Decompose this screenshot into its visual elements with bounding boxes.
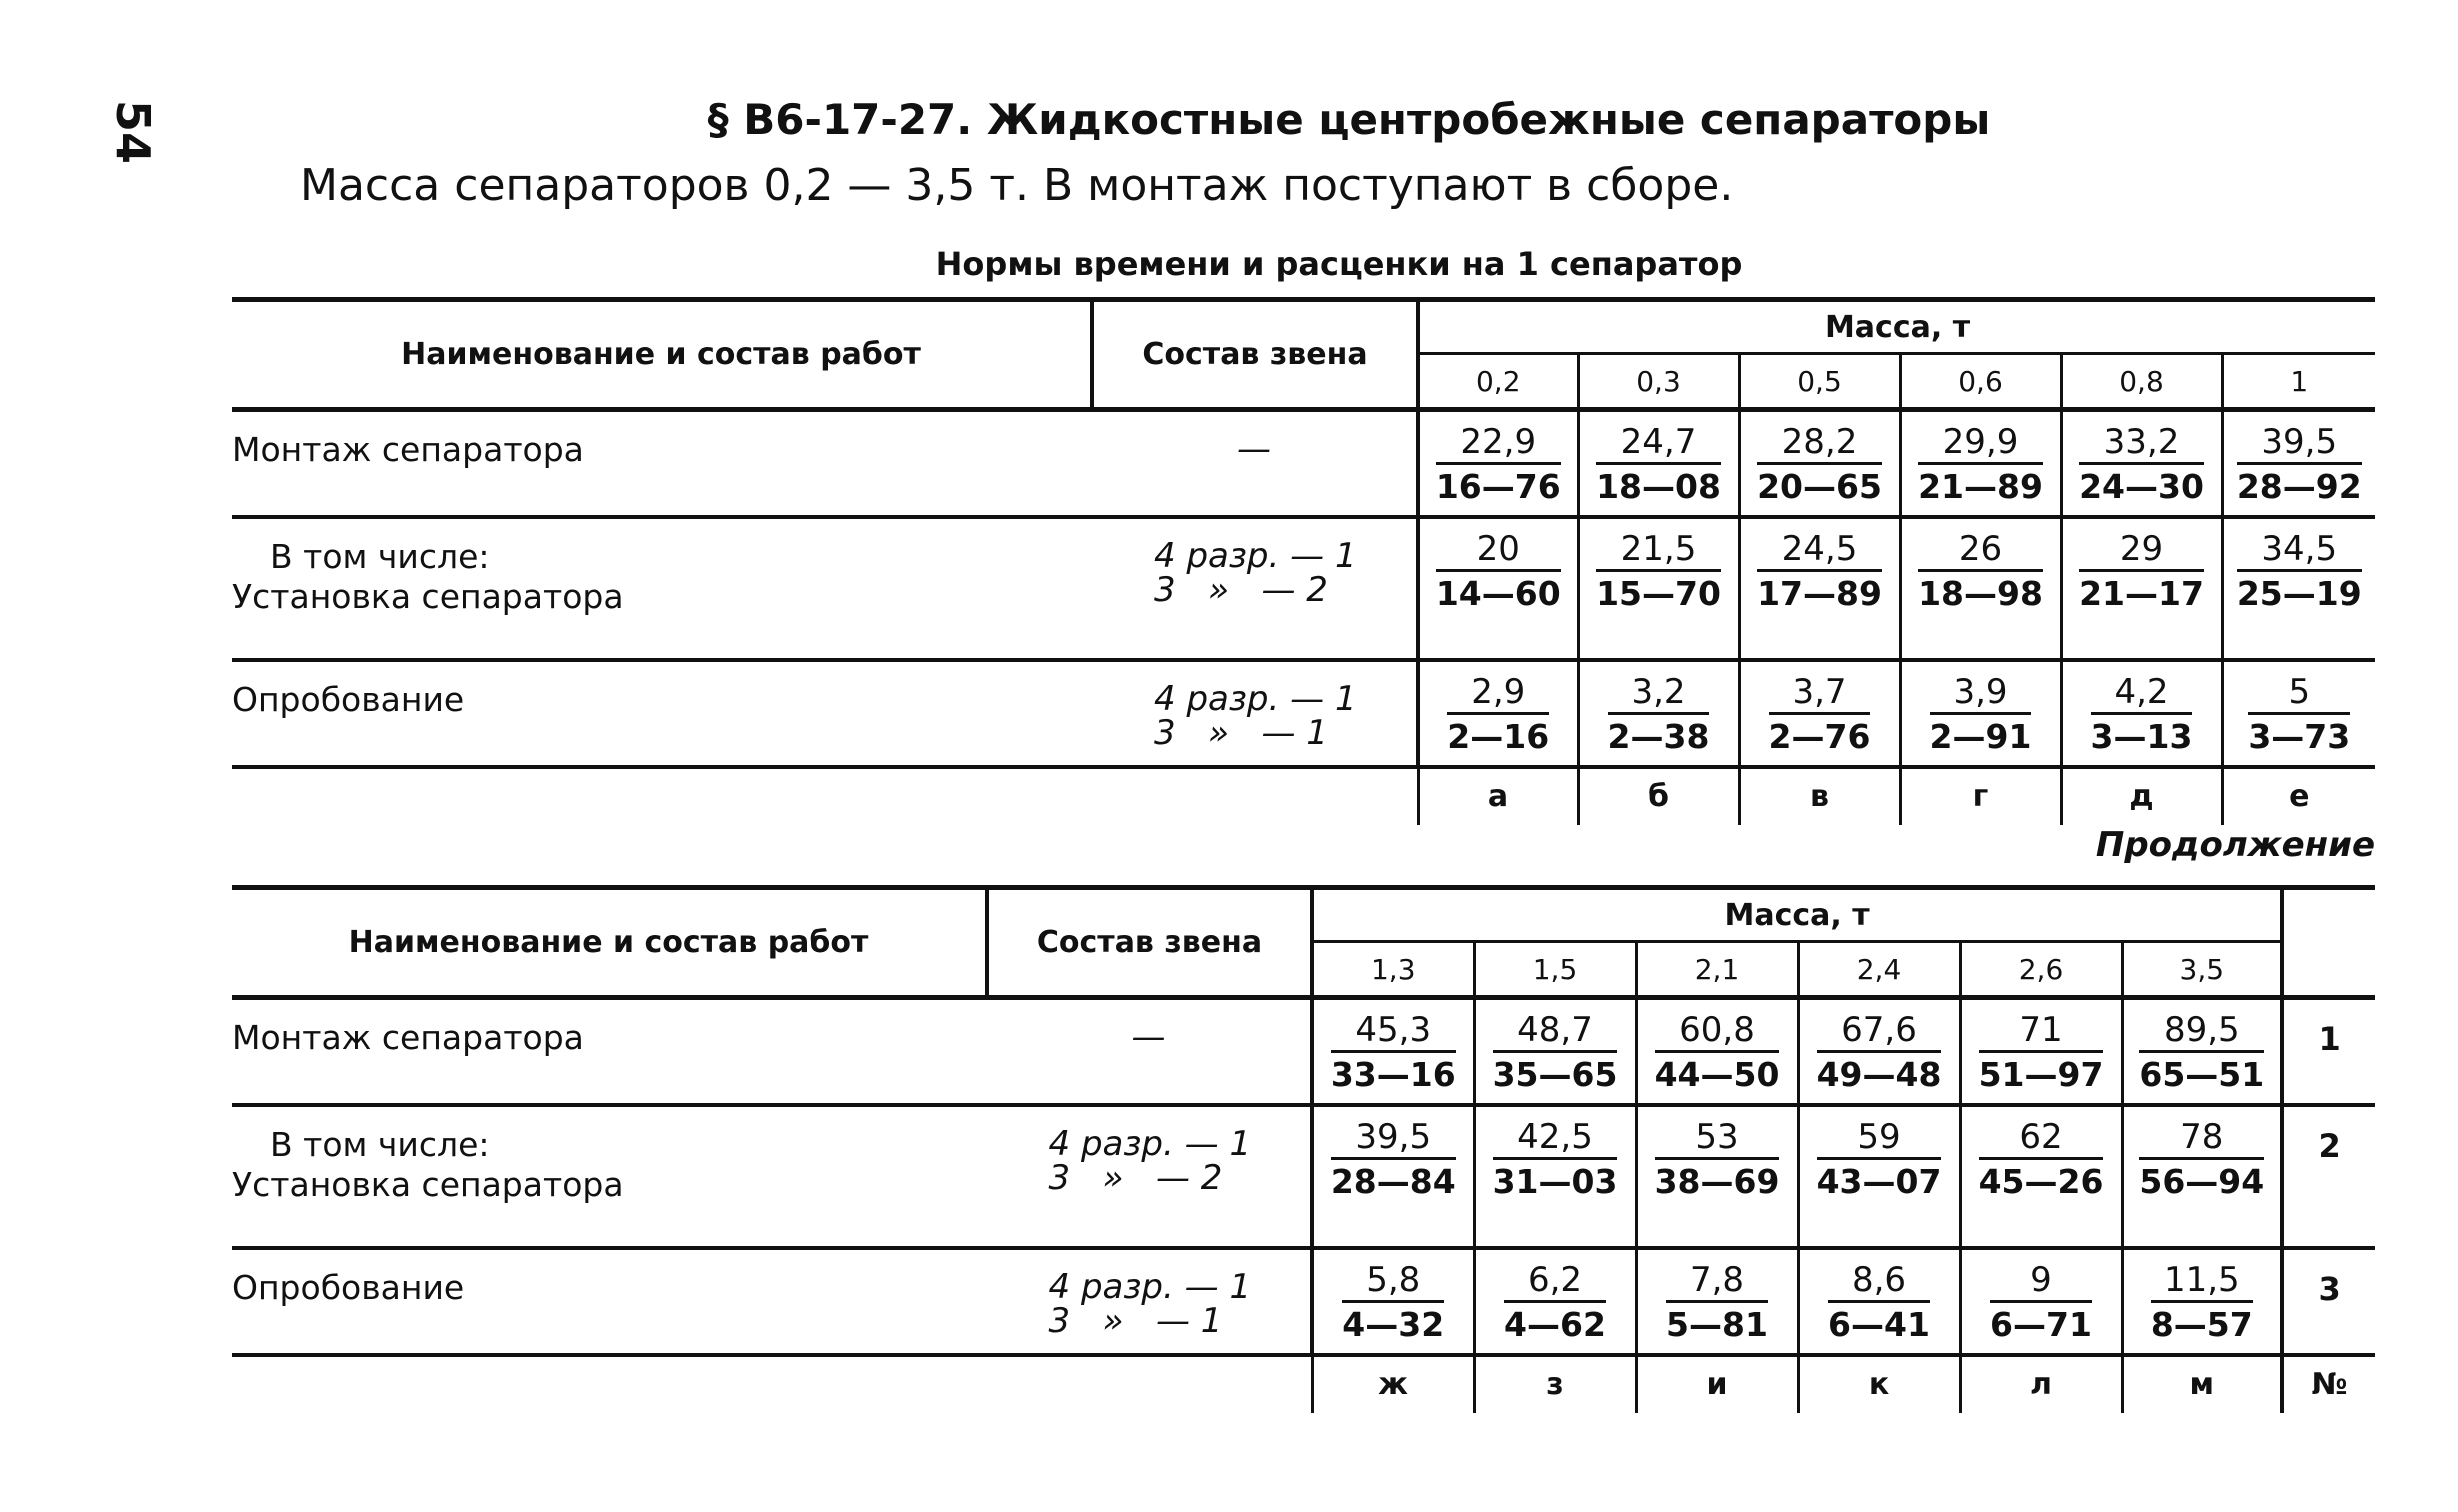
crew-cell bbox=[987, 1105, 1312, 1248]
rate: 28—92 bbox=[2236, 467, 2362, 506]
time-norm: 26 bbox=[1918, 529, 2043, 572]
crew-line: 4 разр. — 1 bbox=[1048, 1266, 1252, 1307]
norm-cell bbox=[1739, 660, 1900, 767]
time-norm: 4,2 bbox=[2091, 672, 2193, 715]
norm-fraction bbox=[1608, 672, 1710, 759]
norm-cell bbox=[1312, 998, 1474, 1105]
column-letter: м bbox=[2122, 1355, 2282, 1413]
crew-cell bbox=[1092, 410, 1418, 517]
column-letter: з bbox=[1474, 1355, 1636, 1413]
time-norm: 89,5 bbox=[2139, 1010, 2264, 1053]
mass-3: 0,6 bbox=[1900, 354, 2061, 410]
rate: 6—41 bbox=[1828, 1304, 1930, 1344]
norm-fraction bbox=[1817, 1010, 1942, 1097]
crew-cell bbox=[987, 998, 1312, 1105]
mass-3: 2,4 bbox=[1798, 942, 1960, 998]
norm-cell bbox=[1418, 660, 1578, 767]
time-norm: 78 bbox=[2139, 1117, 2264, 1160]
mass-2: 0,5 bbox=[1739, 354, 1900, 410]
norm-cell bbox=[1960, 1248, 2122, 1355]
letters-blank bbox=[232, 1355, 1312, 1413]
continuation-label: Продолжение bbox=[2095, 825, 2375, 865]
time-norm: 39,5 bbox=[1331, 1117, 1456, 1160]
time-norm: 48,7 bbox=[1493, 1010, 1618, 1053]
norm-fraction bbox=[1493, 1117, 1618, 1204]
rate: 51—97 bbox=[1978, 1055, 2104, 1094]
mass-0: 1,3 bbox=[1312, 942, 1474, 998]
column-letters-row bbox=[232, 1355, 2375, 1413]
time-norm: 9 bbox=[1990, 1260, 2092, 1303]
table1-body bbox=[232, 410, 2375, 825]
rate: 2—91 bbox=[1929, 716, 2032, 756]
rate: 43—07 bbox=[1816, 1161, 1942, 1201]
header-name: Наименование и состав работ bbox=[232, 888, 987, 998]
norm-cell bbox=[2122, 1105, 2282, 1248]
time-norm: 20 bbox=[1436, 529, 1561, 572]
time-norm: 29,9 bbox=[1918, 422, 2043, 465]
work-name: В том числе: bbox=[270, 536, 490, 576]
crew-line: 3 » — 2 bbox=[1154, 569, 1328, 610]
norm-cell bbox=[1636, 1248, 1798, 1355]
header-crew: Состав звена bbox=[1092, 300, 1418, 410]
rate: 2—16 bbox=[1447, 716, 1550, 756]
column-letter: б bbox=[1578, 767, 1739, 825]
norm-cell bbox=[1960, 1105, 2122, 1248]
norm-cell bbox=[1798, 1248, 1960, 1355]
rate: 21—17 bbox=[2079, 573, 2204, 613]
norm-fraction bbox=[2079, 529, 2204, 616]
norm-fraction bbox=[1493, 1010, 1618, 1097]
rate: 25—19 bbox=[2236, 573, 2362, 613]
norm-fraction bbox=[1596, 529, 1721, 616]
time-norm: 45,3 bbox=[1331, 1010, 1456, 1053]
time-norm: 42,5 bbox=[1493, 1117, 1618, 1160]
crew-cell bbox=[987, 1248, 1312, 1355]
norm-cell bbox=[1798, 998, 1960, 1105]
norm-fraction bbox=[1504, 1260, 1606, 1347]
time-norm: 60,8 bbox=[1655, 1010, 1780, 1053]
column-letters-row bbox=[232, 767, 2375, 825]
norm-fraction bbox=[1331, 1117, 1456, 1204]
time-norm: 3,2 bbox=[1608, 672, 1710, 715]
page-number: 54 bbox=[106, 100, 160, 165]
norm-fraction bbox=[1666, 1260, 1768, 1347]
time-norm: 5 bbox=[2248, 672, 2350, 715]
crew-line: 3 » — 1 bbox=[1048, 1300, 1223, 1341]
rate: 5—81 bbox=[1666, 1304, 1768, 1344]
norms-table-1 bbox=[232, 297, 2375, 825]
mass-4: 2,6 bbox=[1960, 942, 2122, 998]
norm-cell bbox=[1960, 998, 2122, 1105]
column-letter: л bbox=[1960, 1355, 2122, 1413]
rate: 2—76 bbox=[1768, 716, 1871, 756]
column-letter: в bbox=[1739, 767, 1900, 825]
norm-cell bbox=[1739, 410, 1900, 517]
norm-fraction bbox=[2139, 1010, 2264, 1097]
norm-fraction bbox=[1918, 529, 2043, 616]
work-name-cell bbox=[232, 1248, 987, 1355]
norm-cell bbox=[2222, 517, 2375, 660]
crew-line: — bbox=[1131, 1017, 1166, 1057]
norm-fraction bbox=[2139, 1117, 2264, 1204]
header-mass: Масса, т bbox=[1312, 888, 2282, 942]
norm-cell bbox=[1312, 1248, 1474, 1355]
rate: 14—60 bbox=[1435, 573, 1561, 613]
table-row bbox=[232, 660, 2375, 767]
time-norm: 11,5 bbox=[2151, 1260, 2253, 1303]
norm-fraction bbox=[2151, 1260, 2253, 1347]
rate: 2—38 bbox=[1607, 716, 1710, 756]
norm-fraction bbox=[1828, 1260, 1930, 1347]
work-subname: Установка сепаратора bbox=[232, 1164, 624, 1204]
column-letter: е bbox=[2222, 767, 2375, 825]
time-norm: 8,6 bbox=[1828, 1260, 1930, 1303]
norm-cell bbox=[2061, 410, 2222, 517]
time-norm: 53 bbox=[1655, 1117, 1780, 1160]
norm-cell bbox=[1474, 998, 1636, 1105]
norm-fraction bbox=[1447, 672, 1549, 759]
crew-line: 3 » — 1 bbox=[1154, 712, 1328, 753]
norm-cell bbox=[1578, 410, 1739, 517]
rate: 18—98 bbox=[1918, 573, 2043, 613]
row-number: 3 bbox=[2282, 1248, 2375, 1355]
time-norm: 3,9 bbox=[1930, 672, 2032, 715]
norm-cell bbox=[2061, 660, 2222, 767]
row-number: 1 bbox=[2282, 998, 2375, 1105]
table-row bbox=[232, 1105, 2375, 1248]
norm-cell bbox=[1578, 660, 1739, 767]
column-letter: и bbox=[1636, 1355, 1798, 1413]
norm-fraction bbox=[2237, 529, 2362, 616]
row-number: 2 bbox=[2282, 1105, 2375, 1248]
rate: 8—57 bbox=[2150, 1304, 2253, 1344]
norm-fraction bbox=[2248, 672, 2350, 759]
time-norm: 2,9 bbox=[1447, 672, 1549, 715]
norm-fraction bbox=[1596, 422, 1721, 509]
rate: 17—89 bbox=[1757, 573, 1882, 613]
norm-fraction bbox=[1757, 529, 1882, 616]
header-num-blank bbox=[2282, 888, 2375, 998]
norm-fraction bbox=[1757, 422, 1882, 509]
table-row bbox=[232, 998, 2375, 1105]
work-name: Монтаж сепаратора bbox=[232, 430, 584, 469]
work-subname: Установка сепаратора bbox=[232, 576, 624, 616]
header-crew: Состав звена bbox=[987, 888, 1312, 998]
norm-cell bbox=[1900, 660, 2061, 767]
rate: 21—89 bbox=[1918, 467, 2043, 506]
crew-line: 3 » — 2 bbox=[1048, 1157, 1223, 1198]
rate: 38—69 bbox=[1654, 1161, 1780, 1201]
header-mass: Масса, т bbox=[1418, 300, 2375, 354]
norm-cell bbox=[1418, 410, 1578, 517]
work-name-cell bbox=[232, 1105, 987, 1248]
intro-text: Масса сепараторов 0,2 — 3,5 т. В монтаж поступают в сборе. bbox=[300, 160, 1734, 211]
rate: 3—13 bbox=[2090, 716, 2193, 756]
norm-cell bbox=[1418, 517, 1578, 660]
time-norm: 28,2 bbox=[1757, 422, 1882, 465]
mass-1: 1,5 bbox=[1474, 942, 1636, 998]
crew-line: — bbox=[1237, 429, 1271, 469]
rate: 65—51 bbox=[2139, 1055, 2265, 1094]
norm-fraction bbox=[1930, 672, 2032, 759]
mass-5: 1 bbox=[2222, 354, 2375, 410]
crew-line: 4 разр. — 1 bbox=[1048, 1123, 1252, 1164]
rate: 15—70 bbox=[1596, 573, 1721, 613]
table-row bbox=[232, 1248, 2375, 1355]
norm-cell bbox=[1636, 1105, 1798, 1248]
work-name: Опробование bbox=[232, 679, 465, 719]
rate: 35—65 bbox=[1492, 1055, 1618, 1094]
norm-cell bbox=[1798, 1105, 1960, 1248]
norm-cell bbox=[2122, 1248, 2282, 1355]
mass-5: 3,5 bbox=[2122, 942, 2282, 998]
time-norm: 5,8 bbox=[1342, 1260, 1444, 1303]
time-norm: 24,7 bbox=[1596, 422, 1721, 465]
rate: 49—48 bbox=[1816, 1055, 1942, 1094]
rate: 31—03 bbox=[1492, 1161, 1618, 1201]
norm-cell bbox=[2222, 660, 2375, 767]
norm-cell bbox=[1312, 1105, 1474, 1248]
section-title: § В6-17-27. Жидкостные центробежные сепараторы bbox=[707, 95, 1991, 144]
norm-cell bbox=[2061, 517, 2222, 660]
time-norm: 33,2 bbox=[2079, 422, 2204, 465]
time-norm: 24,5 bbox=[1757, 529, 1882, 572]
norm-cell bbox=[2222, 410, 2375, 517]
rate: 3—73 bbox=[2248, 716, 2351, 756]
norm-fraction bbox=[2091, 672, 2193, 759]
time-norm: 21,5 bbox=[1596, 529, 1721, 572]
norm-fraction bbox=[1342, 1260, 1444, 1347]
header-name: Наименование и состав работ bbox=[232, 300, 1092, 410]
norm-fraction bbox=[1918, 422, 2043, 509]
work-name: Опробование bbox=[232, 1267, 465, 1307]
table-caption: Нормы времени и расценки на 1 сепаратор bbox=[935, 245, 1743, 283]
mass-2: 2,1 bbox=[1636, 942, 1798, 998]
rate: 4—32 bbox=[1342, 1304, 1445, 1344]
time-norm: 39,5 bbox=[2237, 422, 2362, 465]
mass-4: 0,8 bbox=[2061, 354, 2222, 410]
crew-cell bbox=[1092, 517, 1418, 660]
norm-fraction bbox=[1817, 1117, 1942, 1204]
mass-1: 0,3 bbox=[1578, 354, 1739, 410]
norm-fraction bbox=[2079, 422, 2204, 509]
work-name-cell bbox=[232, 660, 1092, 767]
norm-fraction bbox=[1655, 1010, 1780, 1097]
norm-cell bbox=[1900, 410, 2061, 517]
mass-0: 0,2 bbox=[1418, 354, 1578, 410]
rate: 16—76 bbox=[1435, 467, 1561, 506]
norm-fraction bbox=[1769, 672, 1871, 759]
time-norm: 3,7 bbox=[1769, 672, 1871, 715]
work-name-cell bbox=[232, 517, 1092, 660]
time-norm: 22,9 bbox=[1436, 422, 1561, 465]
rate: 56—94 bbox=[2139, 1161, 2265, 1201]
num-label: № bbox=[2282, 1355, 2375, 1413]
crew-line: 4 разр. — 1 bbox=[1154, 535, 1357, 576]
rate: 18—08 bbox=[1596, 467, 1721, 506]
rate: 28—84 bbox=[1330, 1161, 1456, 1201]
time-norm: 29 bbox=[2079, 529, 2204, 572]
norm-fraction bbox=[1436, 529, 1561, 616]
norm-fraction bbox=[1331, 1010, 1456, 1097]
column-letter: д bbox=[2061, 767, 2222, 825]
table-row bbox=[232, 410, 2375, 517]
norm-cell bbox=[1739, 517, 1900, 660]
rate: 24—30 bbox=[2079, 467, 2204, 506]
work-name-cell bbox=[232, 998, 987, 1105]
norm-cell bbox=[1900, 517, 2061, 660]
norm-cell bbox=[2122, 998, 2282, 1105]
time-norm: 6,2 bbox=[1504, 1260, 1606, 1303]
norm-cell bbox=[1636, 998, 1798, 1105]
norm-fraction bbox=[1436, 422, 1561, 509]
column-letter: г bbox=[1900, 767, 2061, 825]
time-norm: 67,6 bbox=[1817, 1010, 1942, 1053]
column-letter: ж bbox=[1312, 1355, 1474, 1413]
norm-cell bbox=[1474, 1105, 1636, 1248]
rate: 20—65 bbox=[1757, 467, 1882, 506]
norm-fraction bbox=[1655, 1117, 1780, 1204]
rate: 4—62 bbox=[1504, 1304, 1606, 1344]
time-norm: 7,8 bbox=[1666, 1260, 1768, 1303]
crew-cell bbox=[1092, 660, 1418, 767]
column-letter: к bbox=[1798, 1355, 1960, 1413]
norm-cell bbox=[1474, 1248, 1636, 1355]
table2-body bbox=[232, 998, 2375, 1413]
crew-line: 4 разр. — 1 bbox=[1154, 678, 1357, 719]
time-norm: 62 bbox=[1979, 1117, 2104, 1160]
letters-blank bbox=[232, 767, 1418, 825]
norm-fraction bbox=[1990, 1260, 2092, 1347]
work-name: В том числе: bbox=[270, 1124, 490, 1164]
column-letter: а bbox=[1418, 767, 1578, 825]
norm-cell bbox=[1578, 517, 1739, 660]
table-row bbox=[232, 517, 2375, 660]
norms-table-2 bbox=[232, 885, 2375, 1413]
rate: 6—71 bbox=[1990, 1304, 2092, 1344]
rate: 45—26 bbox=[1978, 1161, 2104, 1201]
norm-fraction bbox=[1979, 1117, 2104, 1204]
time-norm: 59 bbox=[1817, 1117, 1942, 1160]
rate: 33—16 bbox=[1330, 1055, 1456, 1094]
norm-fraction bbox=[2237, 422, 2362, 509]
work-name: Монтаж сепаратора bbox=[232, 1018, 584, 1057]
norm-fraction bbox=[1979, 1010, 2104, 1097]
work-name-cell bbox=[232, 410, 1092, 517]
rate: 44—50 bbox=[1654, 1055, 1780, 1094]
time-norm: 71 bbox=[1979, 1010, 2104, 1053]
time-norm: 34,5 bbox=[2237, 529, 2362, 572]
